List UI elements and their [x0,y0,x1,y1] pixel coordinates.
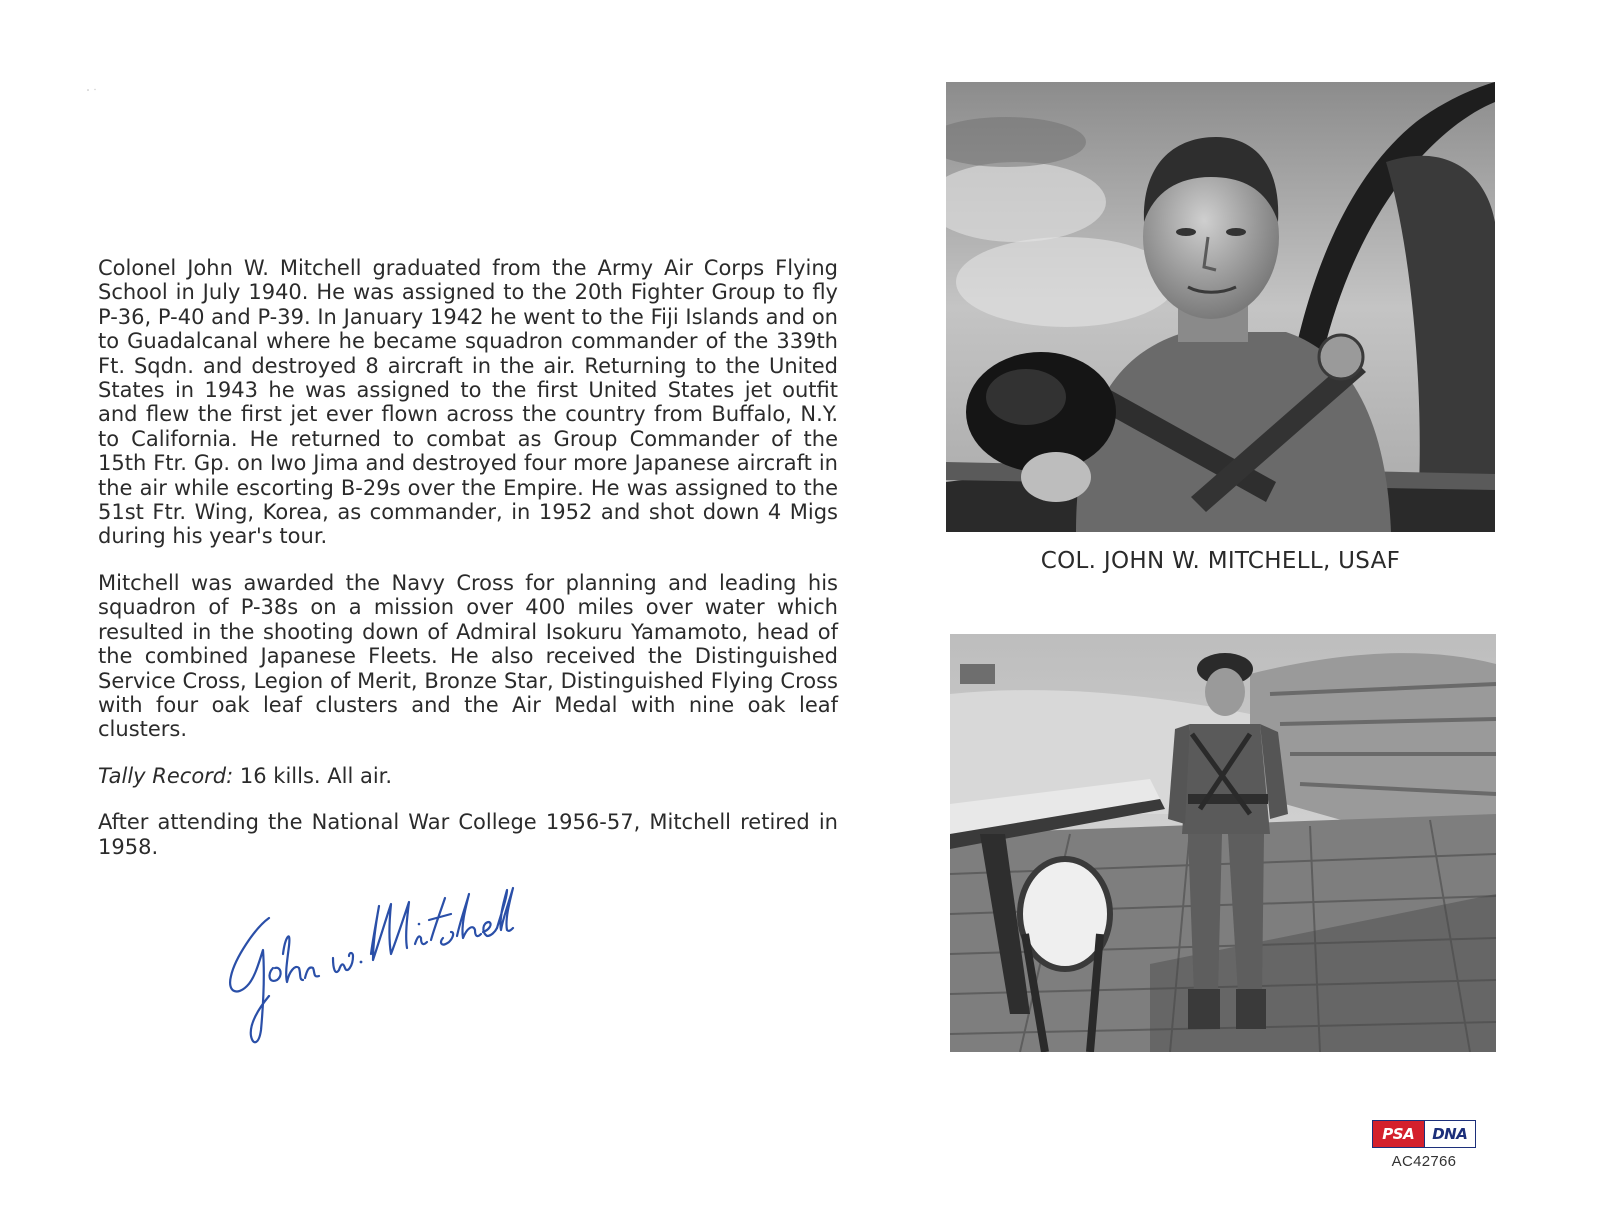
biography-paragraph-career: Colonel John W. Mitchell graduated from the Army Air Corps Flying School in July 1940. He was assigned to the 20th Fighter Group to fly P-36, P-40 and P-39. In January 1942 he went to the Fiji Islands and on to Guadalcanal where he became squadron commander of the 339th Ft. Sqdn. and destroyed 8 aircraft in the air. Returning to the United States in 1943 he was assigned to the first United States jet outfit and flew the first jet ever flown across the country from Buffalo, N.Y. to California. He returned to combat as Group Commander of the 15th Ftr. Gp. on Iwo Jima and destroyed four more Japanese aircraft in the air while escorting B-29s over the Empire. He was assigned to the 51st Ftr. Wing, Korea, as commander, in 1952 and shot down 4 Migs during his year's tour. [98,256,838,549]
pilot-in-cockpit-photo [946,82,1495,532]
psa-logo-text: PSA [1373,1121,1424,1147]
tally-record-value: 16 kills. All air. [233,763,393,788]
pilot-in-cockpit-image [946,82,1495,532]
biography-text [98,256,838,881]
handwritten-signature [225,858,515,1058]
tally-record [98,764,838,788]
dna-logo-text: DNA [1424,1121,1476,1147]
pilot-standing-on-airfield-photo [950,634,1496,1052]
authentication-sticker [1372,1120,1476,1170]
biography-paragraph-awards: Mitchell was awarded the Navy Cross for planning and leading his squadron of P-38s on a mission over 400 miles over water which resulted in the shooting down of Admiral Isokuru Yamamoto, head of the combined Japanese Fleets. He also received the Distinguished Service Cross, Legion of Merit, Bronze Star, Distinguished Flying Cross with four oak leaf clusters and the Air Medal with nine oak leaf clusters. [98,570,838,742]
tally-record-label: Tally Record: [98,763,234,788]
paper-speck [86,88,98,92]
certificate-code: AC42766 [1391,1153,1457,1170]
psa-dna-logo [1372,1120,1476,1148]
biography-paragraph-retirement: After attending the National War College 1956-57, Mitchell retired in 1958. [98,810,838,859]
photo-caption: COL. JOHN W. MITCHELL, USAF [1040,548,1401,574]
pilot-standing-on-airfield-image [950,634,1496,1052]
